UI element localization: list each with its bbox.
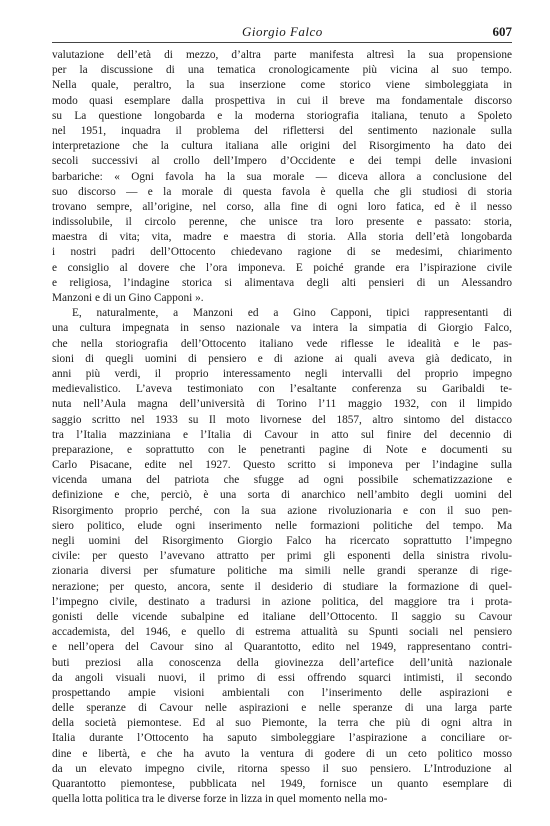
text-line: della società piemontese. Ed al suo Piemonte, la terra che più di ogni altra in: [52, 717, 512, 730]
text-line: Manzoni e di un Gino Capponi ».: [52, 292, 204, 304]
text-line: e consiglio al dovere che l’ora imponeva. E poiché grande era l’ispirazione civile: [52, 261, 512, 274]
text-line: Italia durante l’Ottocento ha saputo simboleggiare l’aspirazione a conciliare or-: [52, 732, 512, 745]
text-line: saggio scritto nel 1933 su Il moto livornese del 1857, altro sintomo del distacco: [52, 413, 512, 426]
text-line: dine e libertà, e che ha avuto la ventura di godere di un ceto politico mosso: [52, 747, 512, 760]
text-line: Nella quale, peraltro, la sua inserzione come storico viene simboleggiata in: [52, 79, 512, 92]
text-line: modo quasi esemplare dalla prospettiva in cui il breve ma fondamentale discorso: [52, 94, 512, 107]
text-line: preparazione, e soprattutto con le penetranti pagine di Note e documenti su: [52, 443, 512, 456]
text-line: su La questione longobarda e la moderna storiografia italiana, tenuto a Spoleto: [52, 109, 512, 122]
text-line: trovano sempre, all’origine, nel corso, alla fine di ogni loro fatica, ed è il nesso: [52, 200, 512, 213]
text-line: buti preziosi alla conoscenza della giovinezza dell’artefice dell’unità nazionale: [52, 656, 512, 669]
text-line: indissolubile, il circolo perenne, che unisce tra loro presente e passato: storia,: [52, 216, 512, 229]
text-line: Risorgimento proprio perché, con la sua azione rivoluzionaria e con il suo pen-: [52, 504, 512, 517]
text-line: prospettando ampie visioni ambientali con l’inserimento delle aspirazioni e: [52, 686, 512, 699]
text-line: nerazione; per questo, ancora, sente il desiderio di studiare la formazione di quel-: [52, 580, 512, 593]
text-line: per la discussione di una tematica cronologicamente più vicina al suo tempo.: [52, 64, 512, 77]
text-line: nel 1951, inquadra il problema del riflettersi del sentimento nazionale sulla: [52, 124, 512, 137]
text-line: maestra di vita; vita, madre e maestra di storia. Alla storia dell’età longobarda: [52, 231, 512, 244]
text-line: vicenda umana del patriota che sfugge ad ogni possibile schematizzazione e: [52, 474, 512, 487]
body-text: [52, 48, 512, 807]
text-line: l’impegno civile, destinato a tradursi in azione politica, del maggiore tra i prota-: [52, 595, 512, 608]
text-line: tra l’Italia mazziniana e l’Italia di Cavour in atto sul finire del decennio di: [52, 428, 512, 441]
running-title: Giorgio Falco: [242, 24, 323, 39]
text-line: anni più verdi, il proprio interessamento negli intervalli del proprio impegno: [52, 367, 512, 380]
text-line: accademista, del 1946, e quello di estrema attualità su Spunti sociali nel pensiero: [52, 626, 512, 639]
text-line: quella lotta politica tra le diverse forze in lizza in quel momento nella mo-: [52, 793, 388, 806]
text-line: civile: per questo l’avevano attratto per primi gli esponenti della sinistra rivolu-: [52, 550, 512, 563]
page-number: 607: [492, 24, 512, 39]
text-line: valutazione dell’età di mezzo, d’altra parte manifesta altresì la sua propensione: [52, 49, 512, 61]
text-line: definizione e che, perciò, è una sorta di anarchico nell’ambito degli uomini del: [52, 489, 512, 502]
text-line: nuta nell’Aula magna dell’università di Torino l’11 maggio 1932, con il limpido: [52, 398, 512, 411]
text-line: i nostri padri dell’Ottocento chiedevano ragione di se medesimi, chiarimento: [52, 246, 512, 259]
text-line: gonisti delle vicende subalpine ed italiane dell’Ottocento. Il saggio su Cavour: [52, 610, 512, 623]
text-line: secoli successivi al crollo dell’Impero d’Occidente e dei tempi delle invasioni: [52, 155, 512, 168]
text-line: e nell’opera del Cavour sino al Quarantotto, edito nel 1949, rappresentano contri-: [52, 641, 512, 654]
text-line: delle speranze di Cavour nelle aspirazioni e nelle speranze di una larga parte: [52, 702, 512, 715]
text-line: negli uomini del Risorgimento Giorgio Falco ha ricercato soprattutto l’impegno: [52, 535, 512, 547]
text-line: barbariche: « Ogni favola ha la sua morale — diceva allora a conclusione del: [52, 170, 512, 183]
text-line: sioni di quegli uomini di pensiero e di azione ai quali aveva già dedicato, in: [52, 352, 512, 365]
text-line: interpretazione che la cultura italiana alle origini del Risorgimento ha dato dei: [52, 140, 512, 153]
text-line: siero politico, elude ogni inserimento nelle formazioni politiche del tempo. Ma: [52, 519, 512, 532]
text-line: Carlo Pisacane, edite nel 1927. Questo scritto si imponeva per l’indagine sulla: [52, 459, 512, 472]
text-line: suo discorso — e la morale di questa favola è quella che gli studiosi di storia: [52, 185, 512, 198]
text-line: E, naturalmente, a Manzoni ed a Gino Capponi, tipici rappresentanti di: [72, 307, 512, 320]
text-line: una cultura impegnata in senso nazionale va intera la simpatia di Giorgio Falco,: [52, 322, 512, 335]
text-line: Quarantotto piemontese, pubblicata nel 1949, fornisce un quanto esemplare di: [52, 778, 512, 790]
text-line: da un elevato impegno civile, ritorna spesso il suo pensiero. L’Introduzione al: [52, 762, 512, 775]
text-line: da angoli visuali nuovi, il primo di essi offrendo squarci intimisti, il secondo: [52, 671, 512, 684]
text-line: e religiosa, l’indagine storica si alimentava degli alti pensieri di un Alessandro: [52, 276, 512, 289]
running-header: [52, 22, 512, 43]
text-line: che nella storiografia dell’Ottocento italiano vede riflesse le idealità e le pas-: [52, 337, 512, 350]
text-line: zionaria diversi per sfumature politiche ma simili nelle grandi speranze di rige-: [52, 565, 512, 578]
text-line: medievalistico. L’aveva testimoniato con l’esaltante conferenza su Garibaldi te-: [52, 383, 512, 396]
